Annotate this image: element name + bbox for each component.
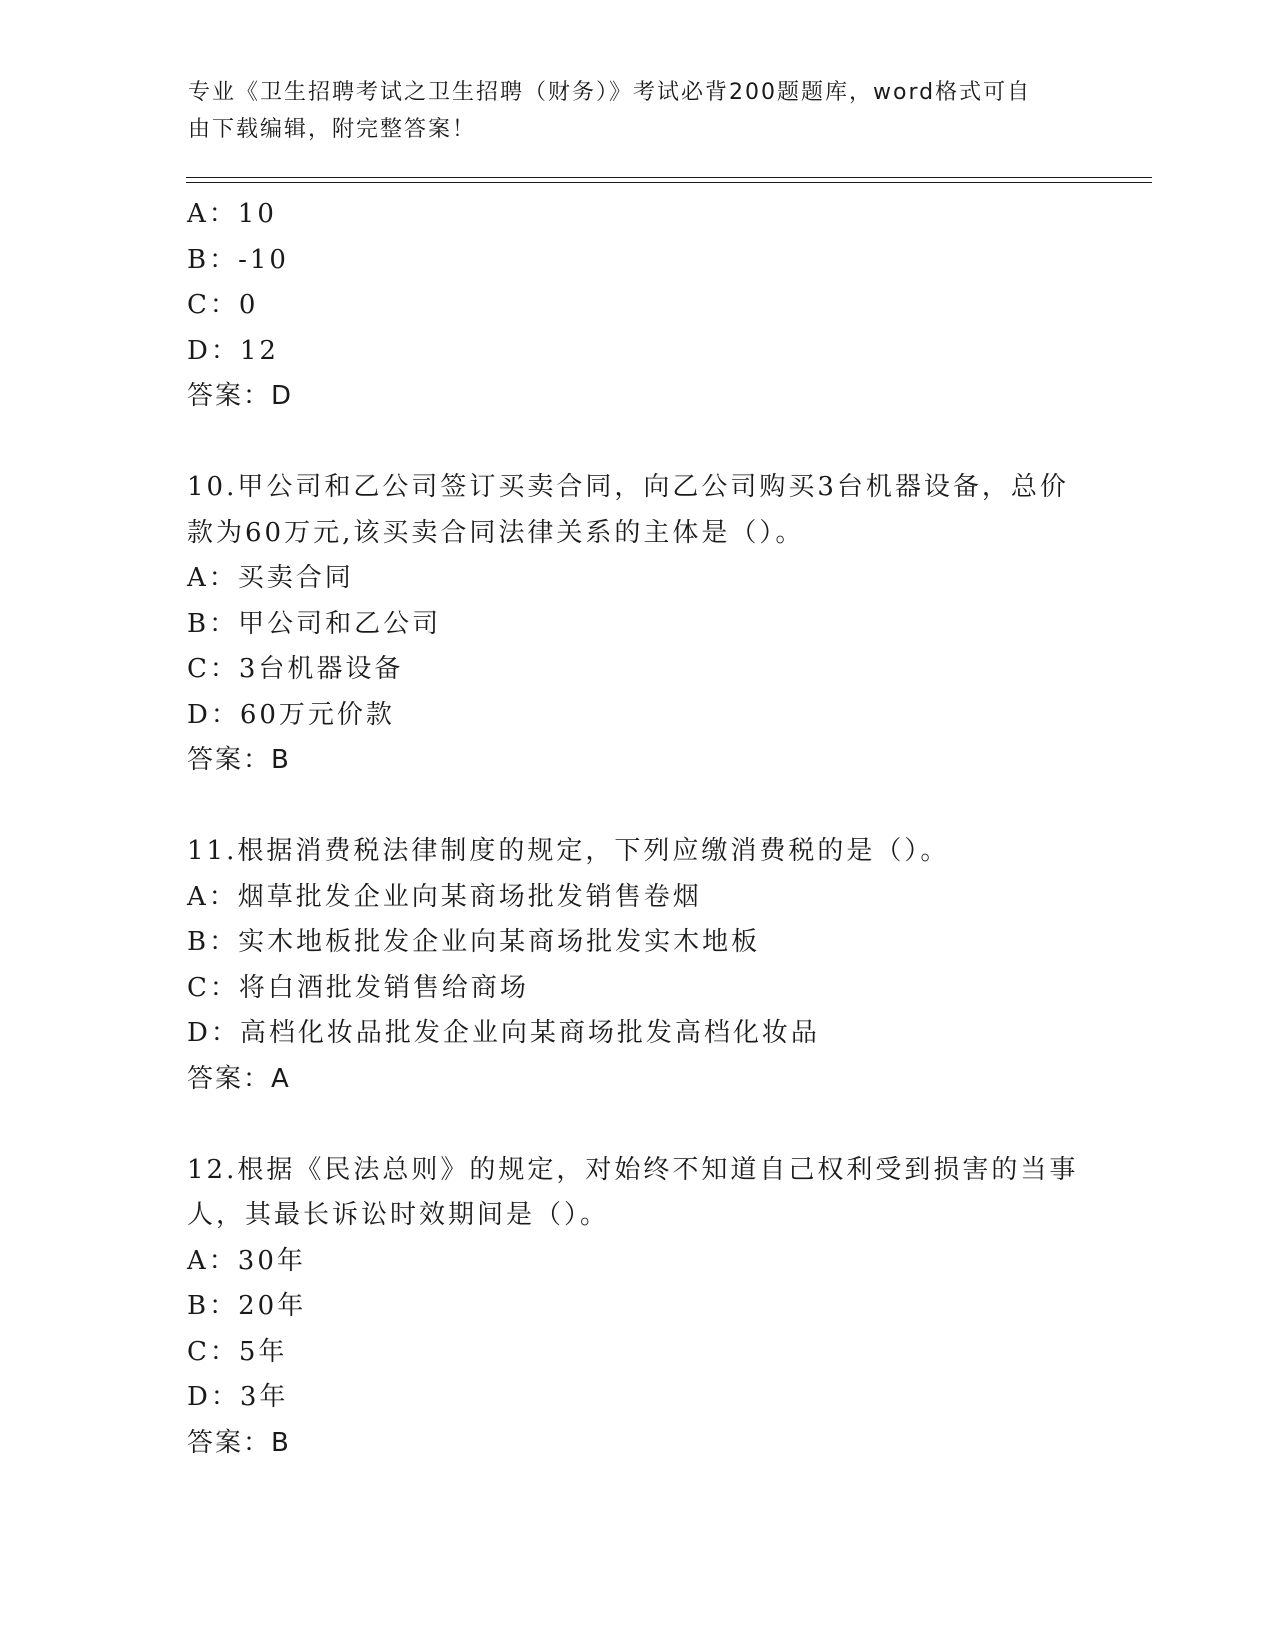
option-d: D：3年 — [187, 1382, 289, 1412]
option-c: C：3台机器设备 — [187, 654, 404, 684]
option-b: B：20年 — [187, 1291, 307, 1321]
question-text-line-1: 10.甲公司和乙公司签订买卖合同，向乙公司购买3台机器设备，总价 — [187, 472, 1069, 502]
header-divider-bottom — [186, 182, 1152, 183]
answer: 答案：B — [187, 1427, 291, 1458]
question-10 — [187, 465, 1087, 784]
option-c: C：5年 — [187, 1336, 288, 1367]
option-a: A：买卖合同 — [187, 563, 354, 593]
option-a: A：烟草批发企业向某商场批发销售卷烟 — [187, 881, 702, 912]
question-text-line-1: 12.根据《民法总则》的规定，对始终不知道自己权利受到损害的当事 — [187, 1154, 1079, 1185]
option-c: C：将白酒批发销售给商场 — [187, 972, 529, 1003]
header-line-2: 由下载编辑，附完整答案！ — [188, 117, 477, 142]
option-a: A：10 — [187, 199, 277, 229]
question-text-line-1: 11.根据消费税法律制度的规定，下列应缴消费税的是（）。 — [187, 836, 950, 866]
answer: 答案：A — [187, 1063, 291, 1094]
header-divider-top — [186, 177, 1152, 178]
option-d: D：12 — [187, 335, 279, 366]
spacer — [187, 1102, 1087, 1148]
spacer — [187, 784, 1087, 830]
document-header — [188, 74, 1068, 148]
answer: 答案：D — [187, 381, 294, 411]
question-9-continued — [187, 192, 1087, 420]
option-b: B：甲公司和乙公司 — [187, 608, 442, 639]
option-a: A：30年 — [187, 1245, 306, 1276]
header-line-1: 专业《卫生招聘考试之卫生招聘（财务）》考试必背200题题库，word格式可自 — [188, 80, 1032, 105]
question-text-line-2: 款为60万元,该买卖合同法律关系的主体是（）。 — [187, 517, 805, 548]
option-d: D：高档化妆品批发企业向某商场批发高档化妆品 — [187, 1018, 820, 1048]
question-11 — [187, 829, 1087, 1102]
answer: 答案：B — [187, 745, 291, 775]
question-12 — [187, 1148, 1087, 1467]
option-b: B：-10 — [187, 244, 289, 275]
option-c: C：0 — [187, 290, 259, 320]
spacer — [187, 420, 1087, 466]
question-list — [187, 192, 1087, 1466]
question-text-line-2: 人，其最长诉讼时效期间是（）。 — [187, 1200, 610, 1230]
option-d: D：60万元价款 — [187, 699, 395, 730]
option-b: B：实木地板批发企业向某商场批发实木地板 — [187, 927, 761, 957]
